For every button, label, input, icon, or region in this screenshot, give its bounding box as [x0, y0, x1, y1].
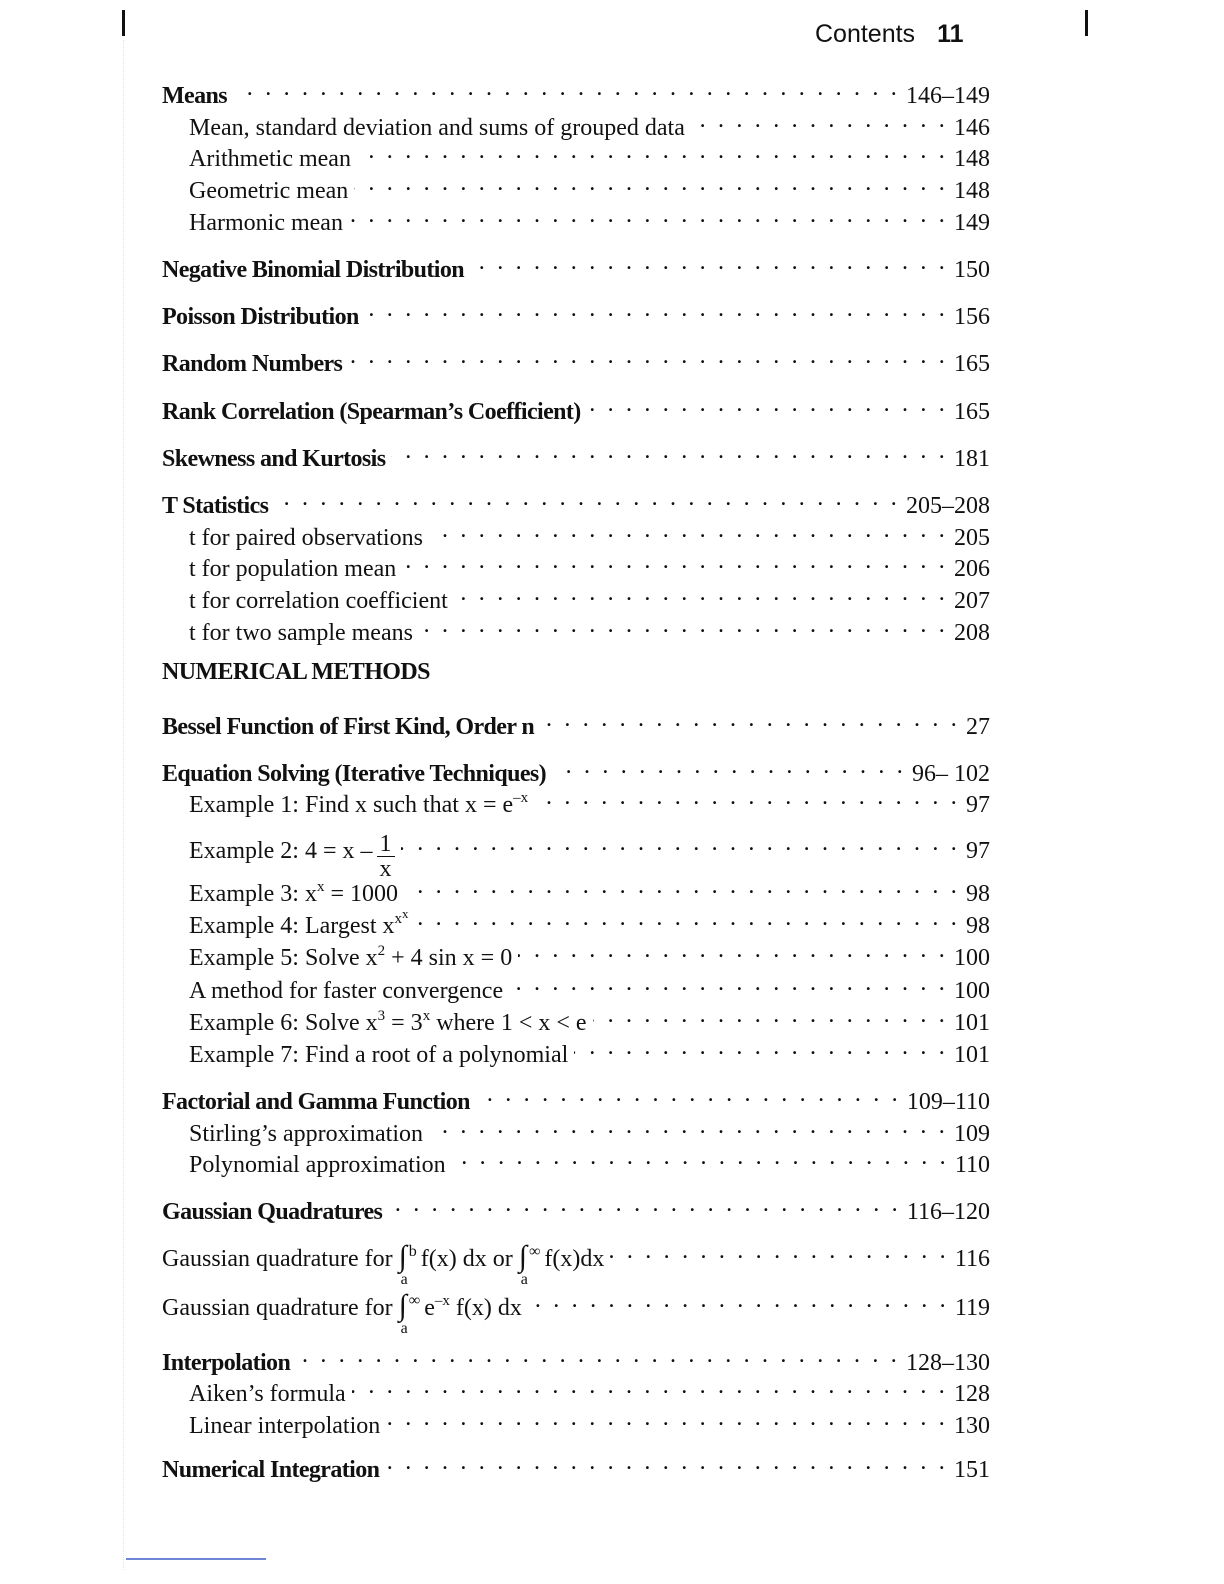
- page-number: 116–120: [906, 1199, 990, 1225]
- page-number: 98: [966, 913, 990, 939]
- page-number: 206: [954, 556, 990, 582]
- toc-entry-equation-solving: Equation Solving (Iterative Techniques) . . . 96– 102: [162, 751, 990, 789]
- toc-entry: Rank Correlation (Spearman’s Coefficient) . . . 165: [162, 389, 990, 427]
- bottom-rule: [126, 1558, 266, 1560]
- page-number: 100: [954, 945, 990, 971]
- dot-leader: [429, 1111, 948, 1141]
- dot-leader: [593, 1000, 948, 1030]
- toc-subentry: t for population mean . . . 206: [189, 546, 990, 584]
- page-number: 100: [954, 978, 990, 1004]
- toc-subentry-gaussian-1: Gaussian quadrature for ∫ b a f(x) dx or ∫ ∞ a f(x)dx . . . 116: [162, 1236, 990, 1274]
- dot-leader: [348, 341, 948, 371]
- page-number: 110: [954, 1152, 990, 1178]
- toc-subentry: Mean, standard deviation and sums of grouped data . . . 146: [189, 105, 990, 143]
- page-number: 165: [954, 351, 990, 377]
- page-number: 98: [966, 881, 990, 907]
- page-number: 27: [966, 714, 990, 740]
- dot-leader: [385, 1447, 948, 1477]
- toc-entry: Negative Binomial Distribution . . . 150: [162, 247, 990, 285]
- page-number: 116: [954, 1246, 990, 1272]
- dot-leader: [470, 247, 948, 277]
- dot-leader: [552, 751, 906, 781]
- page-number: 205: [954, 525, 990, 551]
- page-number: 109: [954, 1121, 990, 1147]
- dot-leader: [610, 1236, 949, 1266]
- dot-leader: [509, 968, 948, 998]
- page-number: 207: [954, 588, 990, 614]
- dot-leader: [296, 1340, 900, 1370]
- toc-subentry: Example 7: Find a root of a polynomial . . . 101: [189, 1032, 990, 1070]
- toc-entry-means: Means . . . 146–149: [162, 73, 990, 111]
- page-number: 151: [954, 1457, 990, 1483]
- toc-subentry-example-5: Example 5: Solve $x^2 + 4$ sin x = 0 . . . 100: [189, 935, 990, 976]
- toc-subentry-example-3: Example 3: $x^x = 1000$ . . . 98: [189, 871, 990, 912]
- page-number: 181: [954, 446, 990, 472]
- dot-leader: [454, 578, 948, 608]
- page-number: 109–110: [906, 1089, 990, 1115]
- toc-subentry: Arithmetic mean . . . 148: [189, 136, 990, 174]
- toc-entry-numerical-integration: Numerical Integration . . . 151: [162, 1447, 990, 1485]
- toc-entry: T Statistics . . . 205–208: [162, 483, 990, 521]
- fraction: $\frac{1}{x}$: [377, 832, 395, 881]
- header-page-number: 11: [937, 20, 964, 48]
- toc-subentry-example-2: Example 2: 4 = x – $\frac{1}{x}$ . . . 97: [189, 828, 990, 877]
- page-number: 146: [954, 115, 990, 141]
- page-number: 148: [954, 146, 990, 172]
- page-number: 101: [954, 1042, 990, 1068]
- page-number: 146–149: [906, 83, 990, 109]
- toc-subentry: Linear interpolation . . . 130: [189, 1403, 990, 1441]
- page-number: 149: [954, 210, 990, 236]
- dot-leader: [365, 294, 948, 324]
- page-number: 148: [954, 178, 990, 204]
- toc-subentry: Geometric mean . . . 148: [189, 168, 990, 206]
- page-number: 205–208: [906, 493, 990, 519]
- page-number: 208: [954, 620, 990, 646]
- toc-subentry: Stirling’s approximation . . . 109: [189, 1111, 990, 1149]
- page-number: 97: [966, 792, 990, 818]
- dot-leader: [534, 782, 960, 812]
- toc-entry-gaussian: Gaussian Quadratures . . . 116–120: [162, 1189, 990, 1227]
- dot-leader: [354, 168, 948, 198]
- toc-subentry: t for correlation coefficient . . . 207: [189, 578, 990, 616]
- toc-subentry: t for two sample means . . . 208: [189, 610, 990, 648]
- toc-subentry: Harmonic mean . . . 149: [189, 200, 990, 238]
- dot-leader: [386, 1403, 948, 1433]
- page-number: 119: [954, 1295, 990, 1321]
- dot-leader: [587, 389, 948, 419]
- page-number: 130: [954, 1413, 990, 1439]
- toc-entry: Poisson Distribution . . . 156: [162, 294, 990, 332]
- toc-entry: Random Numbers . . . 165: [162, 341, 990, 379]
- page-number: 150: [954, 257, 990, 283]
- dot-leader: [540, 704, 960, 734]
- dot-leader: [233, 73, 900, 103]
- toc-subentry: Aiken’s formula . . . 128: [189, 1371, 990, 1409]
- dot-leader: [357, 136, 948, 166]
- page-number: 128–130: [906, 1350, 990, 1376]
- toc-subentry-example-4: Example 4: Largest $x^{x^x}$ . . . 98: [189, 903, 990, 944]
- toc-subentry-gaussian-2: Gaussian quadrature for ∫ ∞ a $e^{-x}$ f(x) dx . . . 119: [162, 1285, 990, 1326]
- dot-leader: [691, 105, 948, 135]
- dot-leader: [415, 903, 961, 933]
- integral-symbol: ∫ b a: [398, 1240, 417, 1288]
- page-number: 156: [954, 304, 990, 330]
- toc-subentry: A method for faster convergence . . . 100: [189, 968, 990, 1006]
- page-number: 128: [954, 1381, 990, 1407]
- page-number: 165: [954, 399, 990, 425]
- toc-entry-interpolation: Interpolation . . . 128–130: [162, 1340, 990, 1378]
- toc-entry: Skewness and Kurtosis . . . 181: [162, 436, 990, 474]
- toc-entry-factorial: Factorial and Gamma Function . . . 109–110: [162, 1079, 990, 1117]
- dot-leader: [401, 828, 960, 858]
- dot-leader: [452, 1142, 949, 1172]
- toc-subentry: Polynomial approximation . . . 110: [189, 1142, 990, 1180]
- dot-leader: [402, 546, 948, 576]
- header-title: Contents: [815, 20, 916, 48]
- dot-leader: [391, 436, 948, 466]
- toc-subentry-example-1: Example 1: Find x such that $x = e^{-x}$ . . . 97: [189, 782, 990, 823]
- page-number: 97: [966, 838, 990, 865]
- toc-subentry-example-6: Example 6: Solve $x^3 = 3^x$ where 1 < x < e . . . 101: [189, 1000, 990, 1041]
- toc-entry-bessel: Bessel Function of First Kind, Order n . . . 27: [162, 704, 990, 742]
- integral-symbol: ∫ ∞ a: [518, 1240, 541, 1288]
- dot-leader: [274, 483, 900, 513]
- dot-leader: [419, 610, 948, 640]
- dot-leader: [476, 1079, 901, 1109]
- toc-subentry: t for paired observations . . . 205: [189, 515, 990, 553]
- dot-leader: [349, 200, 948, 230]
- dot-leader: [404, 871, 960, 901]
- dot-leader: [518, 935, 948, 965]
- dot-leader: [388, 1189, 901, 1219]
- dot-leader: [429, 515, 948, 545]
- dot-leader: [528, 1285, 949, 1315]
- integral-symbol: ∫ ∞ a: [398, 1289, 421, 1337]
- dot-leader: [352, 1371, 948, 1401]
- dot-leader: [574, 1032, 948, 1062]
- page-number: 96– 102: [912, 761, 990, 787]
- page-number: 101: [954, 1010, 990, 1036]
- section-heading: NUMERICAL METHODS: [162, 659, 430, 685]
